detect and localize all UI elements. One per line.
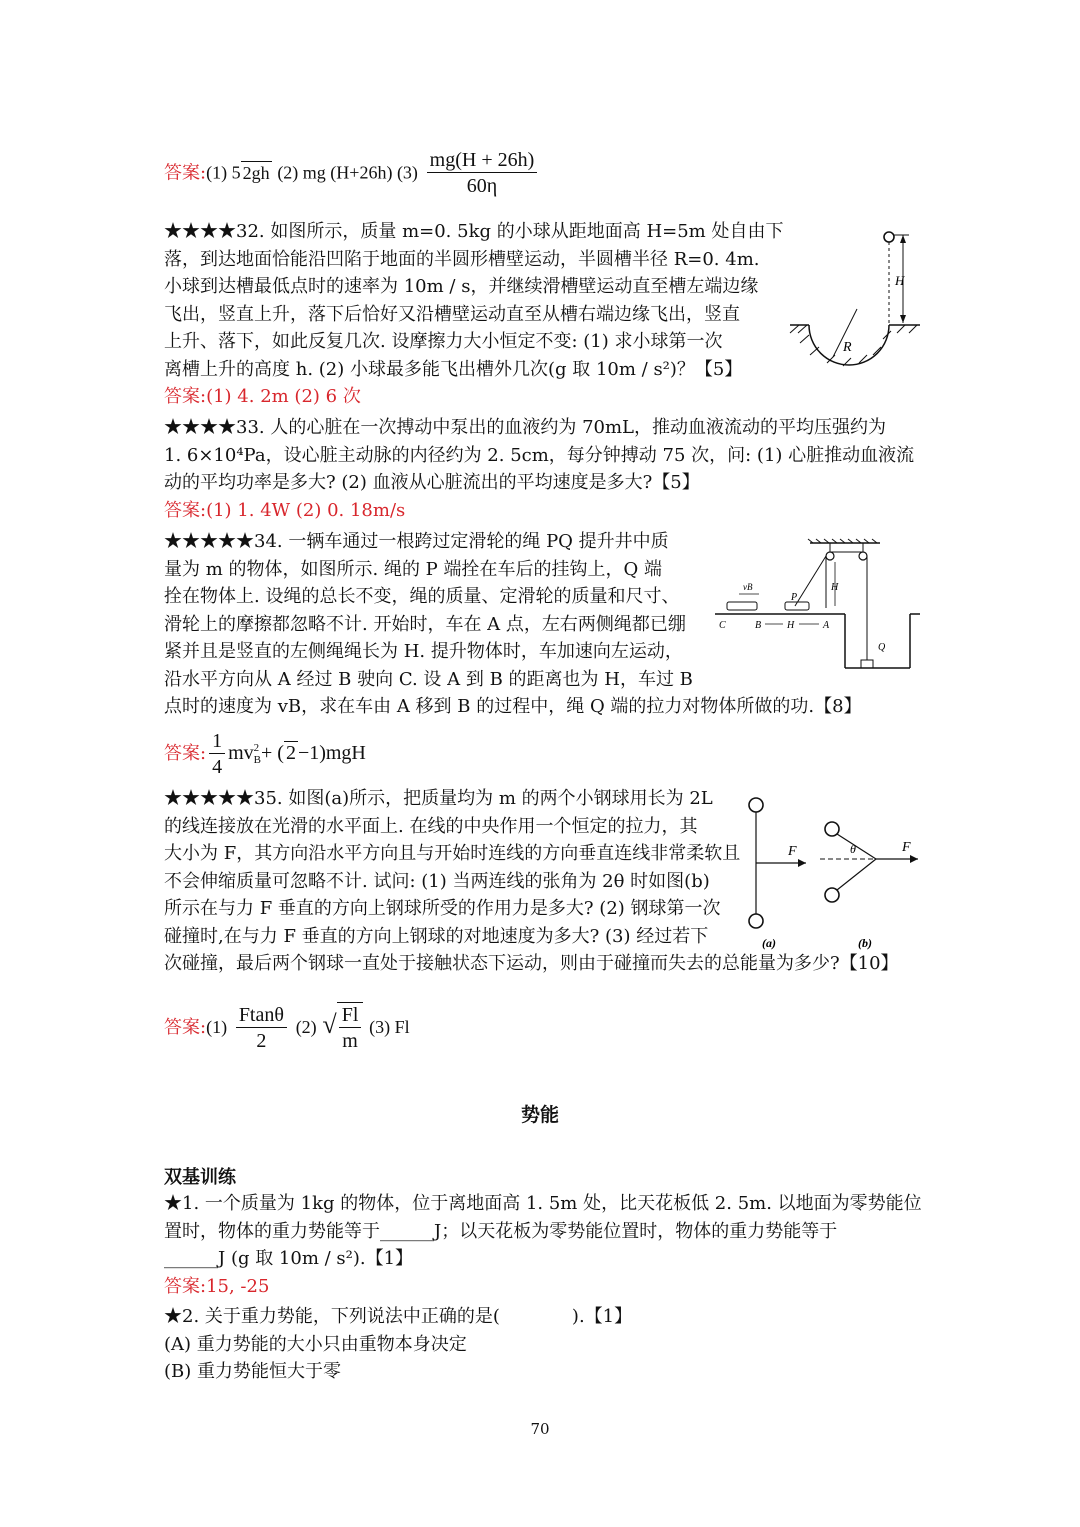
fraction-quarter: $\frac{1}{4}$ — [209, 729, 225, 780]
label-c: C — [719, 620, 726, 631]
fraction-31: $\frac{mg(H + 26h)}{60\eta}$ — [427, 148, 538, 199]
section-subtitle: 双基训练 — [164, 1167, 236, 1188]
label-fig-a: (a) — [762, 936, 776, 950]
ball-icon — [749, 914, 763, 928]
question-35: ★★★★★35. 如图(a)所示，把质量均为 m 的两个小钢球用长为 2L 的线连接放在光滑的水平面上. 在线的中央作用一个恒定的拉力，其 大小为 F，其方向沿水平方向且与开始时连线的方向垂直连线非常柔软且 不会伸缩质量可忽略不计. 试问: (1) 当两连线的张角为 2θ 时如图(b) 所示在与力 F 垂直的方向上钢球所受的作用力是多大? (2) 钢球第一次 碰撞时,在与力 F 垂直的方向上钢球的对地速度为多大? (3) 经过若下 次碰撞，最后两个钢球一直处于接触状态下运动，则由于碰撞而失去的总能量为多少?【10】 — [164, 788, 899, 974]
label-fig-b: (b) — [858, 936, 872, 950]
question-1: ★1. 一个质量为 1kg 的物体，位于离地面高 1. 5m 处，比天花板低 2. 5m. 以地面为零势能位 置时，物体的重力势能等于______J；以天花板为零势能位置时，物体的重力势能等于 ______J (g 取 10m / s²).【1】 答案:15, -25 — [164, 1193, 922, 1297]
label-vb: vB — [743, 582, 753, 592]
sqrt-2: 2 — [285, 742, 296, 764]
label-b: B — [755, 620, 762, 631]
ball-icon — [825, 822, 839, 836]
sqrt-2gh: 2gh — [242, 162, 270, 183]
label-p: P — [791, 592, 798, 603]
answer-label: 答案: — [164, 743, 207, 764]
answer-label: 答案: — [164, 162, 207, 184]
page-number: 70 — [530, 1420, 550, 1438]
answer-label: 答案: — [164, 1275, 207, 1297]
label-h: H — [895, 273, 905, 288]
option-b: (B) 重力势能恒大于零 — [164, 1361, 341, 1382]
label-q: Q — [878, 642, 886, 653]
option-a: (A) 重力势能的大小只由重物本身决定 — [164, 1333, 467, 1355]
answer-32: (1) 4. 2m (2) 6 次 — [206, 386, 361, 407]
answer-1: 15, -25 — [206, 1275, 270, 1297]
answer-31 — [164, 148, 540, 199]
answer-31-part2: (2) mg (H+26h) (3) — [277, 162, 418, 183]
sqrt-fl-over-m: $\frac{Fl}{m}$ — [337, 1002, 364, 1054]
pulley-figure — [715, 538, 920, 673]
answer-label: 答案: — [164, 499, 207, 521]
label-h-vertical: H — [831, 582, 839, 593]
question-33: ★★★★33. 人的心脏在一次搏动中泵出的血液约为 70mL，推动血液流动的平均压强约为 1. 6×10⁴Pa，设心脏主动脉的内径约为 2. 5cm，每分钟搏动 75 次，问: (1) 心脏推动血液流 动的平均功率是多大? (2) 血液从心脏流出的平均速度是多大?【5】 答案:(1) 1. 4W (2) 0. 18m/s — [164, 417, 915, 521]
ball-icon — [749, 798, 763, 812]
ball-icon — [825, 888, 839, 902]
half-pipe-figure — [785, 225, 925, 375]
label-h-horizontal: H — [787, 620, 795, 631]
label-f-a: F — [788, 844, 797, 859]
fraction-ftan: $\frac{Ftan\theta}{2}$ — [236, 1003, 287, 1054]
answer-33: (1) 1. 4W (2) 0. 18m/s — [206, 499, 406, 521]
question-34: ★★★★★34. 一辆车通过一根跨过定滑轮的绳 PQ 提升井中质 量为 m 的物体，如图所示. 绳的 P 端拴在车后的挂钩上，Q 端 拴在物体上. 设绳的总长不变，绳的质量、定滑轮的质量和尺寸、 滑轮上的摩擦都忽略不计. 开始时，车在 A 点，左右两侧绳都已绷 紧并且是竖直的左侧绳绳长为 H. 提升物体时，车加速向左运动， 沿水平方向从 A 经过 B 驶向 C. 设 A 到 B 的距离也为 H，车过 B 点时的速度为 vB，求在车由 A 移到 B 的过程中，绳 Q 端的拉力对物体所做的功.【8】 — [164, 531, 862, 717]
ball-icon — [884, 232, 894, 242]
label-a: A — [823, 620, 830, 631]
answer-label: 答案: — [164, 1017, 207, 1038]
two-balls-figure — [740, 795, 925, 955]
answer-35: 答案:(1) $\frac{Ftan\theta}{2}$ (2) √ $\frac{Fl}{m}$ (3) Fl — [164, 1003, 410, 1052]
question-32: ★★★★32. 如图所示，质量 m=0. 5kg 的小球从距地面高 H=5m 处自由下 落，到达地面恰能沿凹陷于地面的半圆形槽壁运动，半圆槽半径 R=0. 4m. 小球到达槽最低点时的速率为 10m / s，并继续滑槽壁运动直至槽左端边缘 飞出，竖直上升，落下后恰好又沿槽壁运动直至从槽右端边缘飞出，竖直 上升、落下，如此反复几次. 设摩擦力大小恒定不变: (1) 求小球第一次 离槽上升的高度 h. (2) 小球最多能飞出槽外几次(g 取 10m / s²)？【5】 答案:(1) 4. 2m (2) 6 次 — [164, 221, 784, 407]
answer-34: 答案: $\frac{1}{4}$ mv 2 B + ( 2 −1)mgH — [164, 729, 366, 778]
label-r: R — [843, 340, 852, 355]
question-2: ★2. 关于重力势能，下列说法中正确的是( ).【1】 (A) 重力势能的大小只由重物本身决定 (B) 重力势能恒大于零 — [164, 1303, 924, 1386]
label-theta: θ — [850, 842, 856, 856]
answer-31-part1: (1) 5 — [206, 162, 241, 183]
answer-label: 答案: — [164, 386, 207, 407]
label-f-b: F — [902, 840, 911, 855]
section-title: 势能 — [520, 1104, 559, 1126]
